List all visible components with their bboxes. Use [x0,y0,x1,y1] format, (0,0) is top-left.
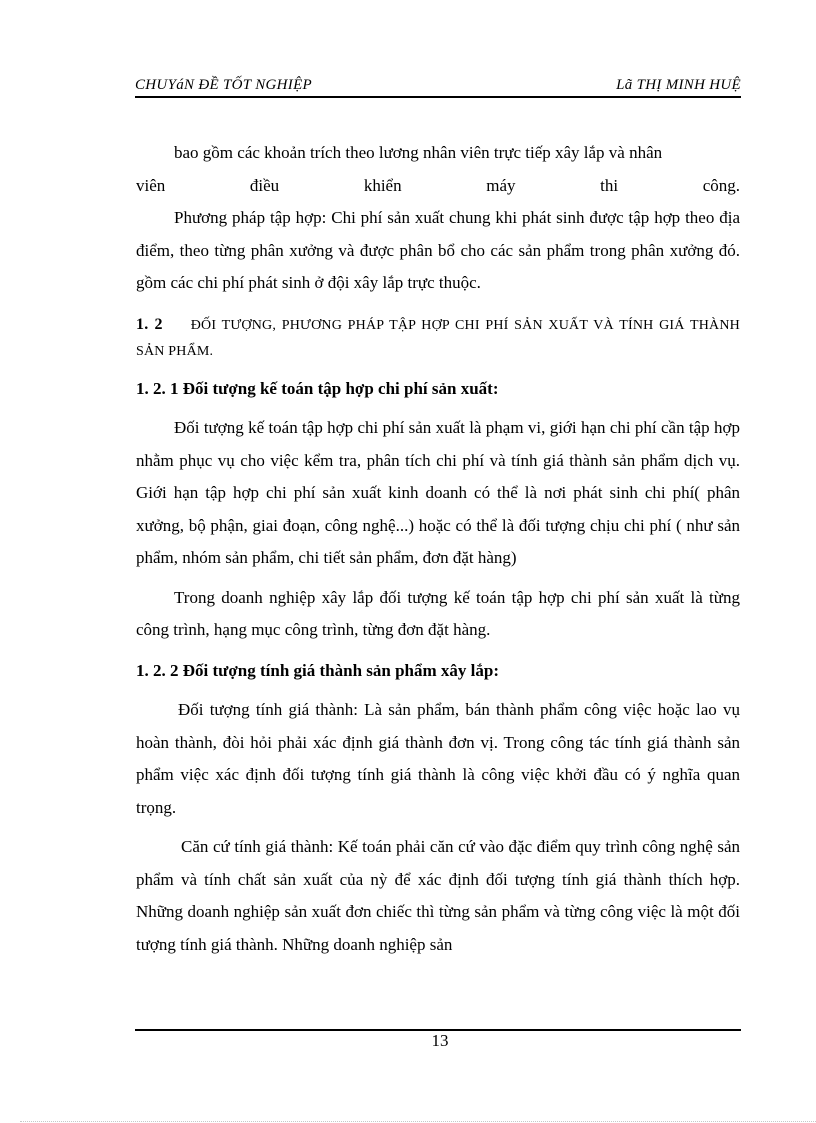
paragraph-continuation: bao gồm các khoản trích theo lương nhân viên trực tiếp xây lắp và nhân [174,143,663,162]
section-heading [136,312,740,365]
word: thi [600,175,619,195]
section-title: ĐỐI TƯỢNG, PHƯƠNG PHÁP TẬP HỢP CHI PHÍ SẢN XUẤT VÀ TÍNH GIÁ THÀNH SẢN PHẨM. [136,317,740,359]
page-body [136,137,740,961]
word: máy [486,175,516,195]
header-document-title: CHUYáN ĐỀ TỐT NGHIỆP [135,77,312,93]
subsection-heading-1: 1. 2. 1 Đối tượng kế toán tập hợp chi phí sản xuất: [136,378,499,398]
section-number: 1. 2 [136,315,163,333]
paragraph-construction-cost-object: Trong doanh nghiệp xây lắp đối tượng kế toán tập hợp chi phí sản xuất là từng công trình, hạng mục công trình, từng đơn đặt hàng. [136,587,740,639]
page-edge-dotted-line [20,1121,816,1122]
paragraph-costing-basis: Căn cứ tính giá thành: Kế toán phải căn cứ vào đặc điểm quy trình công nghệ sản phẩm và tính chất sản xuất của nỳ để xác định đối tượng tính giá thành thích hợp. Những doanh nghiệp sản xuất đơn chiếc thì từng sản phẩm và từng công việc là một đối tượng tính giá thành. Những doanh nghiệp sản [136,837,740,954]
subsection-heading-2: 1. 2. 2 Đối tượng tính giá thành sản phẩm xây lắp: [136,660,500,680]
page-header [135,76,741,98]
paragraph-cost-object-definition: Đối tượng kế toán tập hợp chi phí sản xuất là phạm vi, giới hạn chi phí cần tập hợp nhằm phục vụ cho việc kểm tra, phân tích chi phí và tính giá thành sản phẩm dịch vụ. Giới hạn tập hợp chi phí sản xuất kinh doanh có thể là nơi phát sinh chi phí( phân xưởng, bộ phận, giai đoạn, công nghệ...) hoặc có thể là đối tượng chịu chi phí ( như sản phẩm, nhóm sản phẩm, chi tiết sản phẩm, đơn đặt hàng) [136,418,740,567]
paragraph-collection-method: Phương pháp tập hợp: Chi phí sản xuất chung khi phát sinh được tập hợp theo địa điểm, theo từng phân xưởng và được phân bổ cho các sản phẩm trong phân xưởng đó. gồm các chi phí phát sinh ở đội xây lắp trực thuộc. [136,208,740,292]
word: viên [136,175,166,195]
page-number: 13 [431,1031,449,1050]
paragraph-continuation-last-line [136,170,740,203]
header-author-name: Lã THỊ MINH HUỆ [616,77,741,93]
word: khiển [363,175,402,195]
word: điều [249,175,280,195]
word: công. [702,175,740,195]
paragraph-costing-object-definition: Đối tượng tính giá thành: Là sản phẩm, bán thành phẩm công việc hoặc lao vụ hoàn thành, đòi hỏi phải xác định giá thành đơn vị. Trong công tác tính giá thành sản phẩm việc xác định đối tượng tính giá thành là công việc khởi đầu có ý nghĩa quan trọng. [136,700,740,817]
